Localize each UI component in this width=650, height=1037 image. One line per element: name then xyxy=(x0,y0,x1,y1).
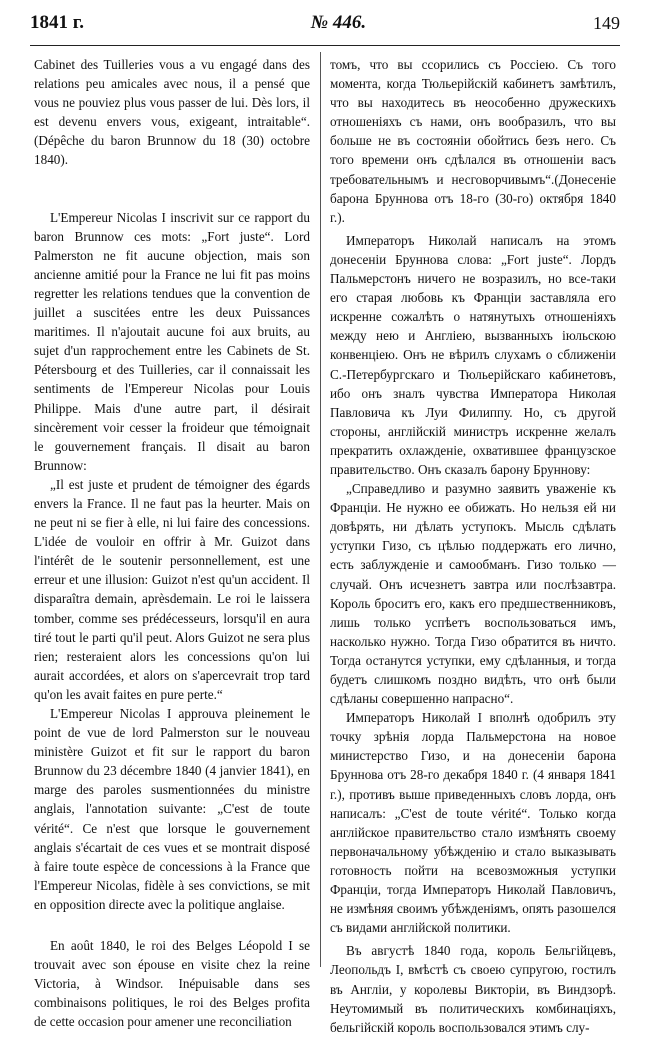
paragraph: L'Empereur Nicolas I approuva pleinement le point de vue de lord Palmerston sur le nouveau ministère Guizot et fit sur le rapport du baron Brunnow du 23 décembre 1840 (4 janvier 1841), en marge des paroles susmentionnées du ministre anglais, l'annotation suivante: „C'est de toute vérité“. Ce n'est que lorsque le gouvernement anglais s'écartait de ces vues et se montrait disposé à faire toute espèce de concessions à la France que l'Empereur Nicolas, fidèle à ses convictions, se mit en opposition directe avec la politique anglaise. xyxy=(34,706,310,912)
paragraph: Cabinet des Tuilleries vous a vu engagé dans des relations peu amicales avec nous, il a pensé que vous ne pouviez plus vous passer de lui. Dès lors, il est devenu envers vous, exigeant, intraitable“. (Dépêche du baron Brunnow du 18 (30) octobre 1840). xyxy=(34,57,310,168)
paragraph: En août 1840, le roi des Belges Léopold I se trouvait avec son épouse en visite chez la reine Victoria, à Windsor. Inépuisable dans ses combinaisons politiques, le roi des Belges profita de cette occasion pour amener une reconciliation xyxy=(34,938,310,1030)
right-column-russian xyxy=(330,55,616,1037)
paragraph: Въ августѣ 1840 года, король Бельгійцевъ, Леопольдъ I, вмѣстѣ съ своею супругою, гостилъ въ Англіи, у королевы Викторіи, въ Виндзорѣ. Неутомимый въ политическихъ комбинаціяхъ, бельгійскій король воспользовался этимъ слу- xyxy=(330,943,616,1035)
paragraph: Императоръ Николай I вполнѣ одобрилъ эту точку зрѣнія лорда Пальмерстона на новое министерство Гизо, и на донесеніи барона Бруннова отъ 28-го декабря 1840 г. (4 января 1841 г.), противъ выше приведенныхъ словъ лорда, онъ написалъ: „C'est de toute vérité“. Только когда англійское правительство стало измѣнять своему первоначальному убѣжденію и стало выказывать готовность пойти на всевозможныя уступки Франціи, тогда Императоръ Николай Павловичъ, не измѣняя своимъ убѣжденіямъ, опять разошелся съ видами англійской политики. xyxy=(330,710,616,936)
header-year: 1841 г. xyxy=(30,12,84,33)
paragraph: L'Empereur Nicolas I inscrivit sur ce rapport du baron Brunnow ces mots: „Fort juste“. Lord Palmerston ne fit aucune objection, mais son ancienne amitié pour la France ne lui fit pas moins regretter les relations tendues que la convention de juillet a suscitées entre les deux Puissances maritimes. Il n'ajoutait aucune foi aux bruits, au sujet d'un rapprochement entre les Cabinets de St. Pétersbourg et des Tuilleries, car il connaissait les sentiments de l'Empereur Nicolas pour Louis Philippe. Mais d'une autre part, il désirait sincèrement voir cesser la froideur que témoignait le gouvernement français. Il disait au baron Brunnow: xyxy=(34,209,310,473)
page-header xyxy=(30,6,620,40)
paragraph: томъ, что вы ссорились съ Россіею. Съ того момента, когда Тюльерійскій кабинетъ замѣтилъ, что вы находитесь въ неособенно дружескихъ отношеніяхъ съ нами, онъ вообразилъ, что вы больше не въ состояніи обойтись безъ него. Съ того времени онъ сдѣлался въ отношеніи васъ требовательнымъ и несговорчивымъ“.(Донесеніе барона Бруннова отъ 18-го (30-го) октября 1840 г.). xyxy=(330,57,616,225)
header-rule xyxy=(30,45,620,46)
paragraph: Императоръ Николай написалъ на этомъ донесеніи Бруннова слова: „Fort juste“. Лордъ Пальмерстонъ ничего не возразилъ, но все-таки его старая любовь къ Франціи заставляла его искренне сожалѣть о натянутыхъ отношеніяхъ между нею и Англіею, вызванныхъ іюльскою конвенціею. Онъ не вѣрилъ слухамъ о сближеніи С.-Петербургскаго и Тюльерійскаго кабинетовъ, ибо онъ зналъ чувства Императора Николая Павловича къ Луи Филиппу. Но, съ другой стороны, англійскій министръ искренне желалъ прекратить охлажденіе, охватившее французское правительство. Онъ сказалъ барону Бруннову: xyxy=(330,232,616,477)
column-divider xyxy=(320,52,321,967)
quote-paragraph: „Справедливо и разумно заявить уваженіе къ Франціи. Не нужно ее обижать. Но нельзя ей ни довѣрять, ни дѣлать уступокъ. Мысль сдѣлать уступки Гизо, съ цѣлью поддержать его лично, есть заблужденіе и самообманъ. Гизо только — случай. Онъ исчезнетъ завтра или послѣзавтра. Король броситъ его, какъ его предшественниковъ, лишь только успѣетъ воспользоваться имъ, насколько нужно. Тогда Гизо обратится въ ничто. Тогда останутся уступки, ему сдѣланныя, и тогда будетъ слишкомъ поздно видѣть, что онѣ были сдѣланы совершенно напрасно“. xyxy=(330,481,616,707)
page-number: 149 xyxy=(592,12,620,33)
left-column-french xyxy=(34,55,310,1032)
quote-paragraph: „Il est juste et prudent de témoigner des égards envers la France. Il ne faut pas la heurter. Mais on ne peut ni se fier à elle, ni lui faire des concessions. L'idée de vouloir en offrir à Mr. Guizot dans l'intérêt de le soutenir personnellement, est une erreur et une illusion: Guizot n'est qu'un accident. Il disparaîtra demain, aprèsdemain. Le roi le laissera tomber, comme ses prédécesseurs, lorsqu'il en aura tiré tout le parti qu'il peut. Alors Guizot ne sera plus rien; resteraient alors les concessions qu'on lui aurait accordées, et alors on s'apercevrait trop tard qu'on les avait faites en pure perte.“ xyxy=(34,476,310,702)
document-number: № 446. xyxy=(310,12,367,33)
